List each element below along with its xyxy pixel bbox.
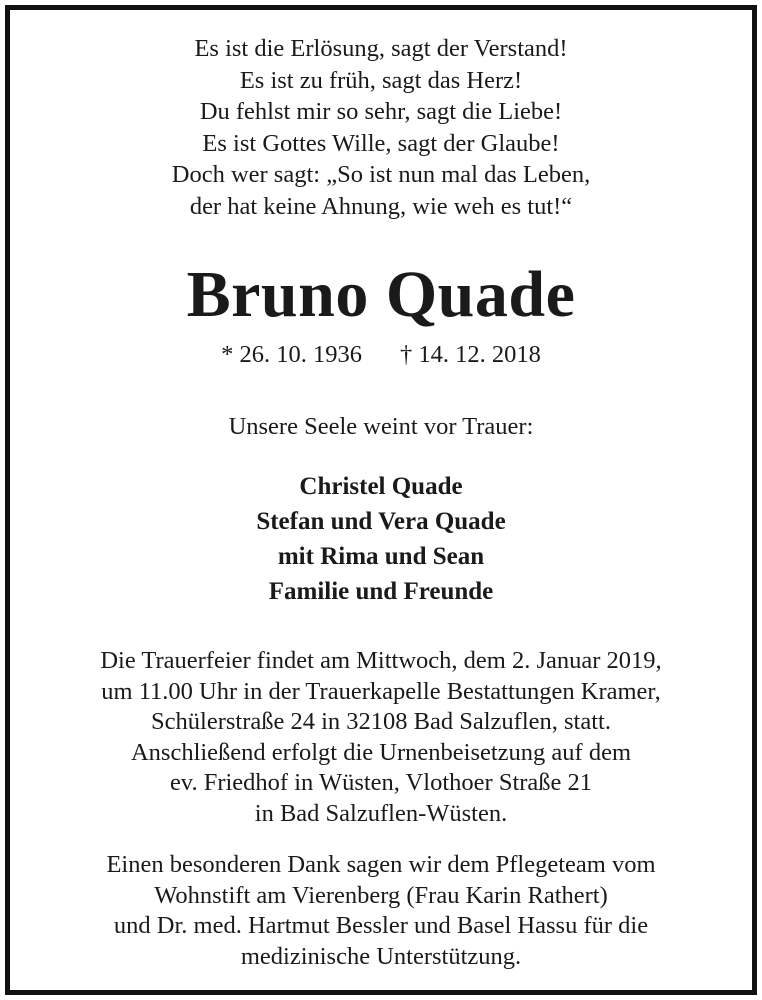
mourner-name: mit Rima und Sean <box>277 543 485 570</box>
poem <box>0 33 762 222</box>
thanks-line: Wohnstift am Vierenberg (Frau Karin Rathert) <box>154 881 608 909</box>
poem-line: Es ist Gottes Wille, sagt der Glaube! <box>202 129 560 157</box>
thanks-line: Einen besonderen Dank sagen wir dem Pflegeteam vom <box>106 851 656 878</box>
ceremony-line: Schülerstraße 24 in 32108 Bad Salzuflen, statt. <box>151 708 611 735</box>
ceremony-line: um 11.00 Uhr in der Trauerkapelle Bestattungen Kramer, <box>101 677 661 705</box>
mourners-list <box>0 469 762 609</box>
ceremony-line: Die Trauerfeier findet am Mittwoch, dem 2. Januar 2019, <box>100 647 662 674</box>
mourner-name: Familie und Freunde <box>268 578 494 605</box>
death-date: † 14. 12. 2018 <box>400 341 541 368</box>
thanks-note <box>0 850 762 972</box>
poem-line: Du fehlst mir so sehr, sagt die Liebe! <box>199 98 563 125</box>
mourning-intro: Unsere Seele weint vor Trauer: <box>228 413 534 440</box>
poem-line: der hat keine Ahnung, wie weh es tut!“ <box>189 192 573 220</box>
ceremony-info <box>0 646 762 829</box>
poem-line: Es ist zu früh, sagt das Herz! <box>239 66 523 94</box>
deceased-name: Bruno Quade <box>186 258 576 331</box>
birth-date: * 26. 10. 1936 <box>221 341 362 368</box>
ceremony-line: ev. Friedhof in Wüsten, Vlothoer Straße 21 <box>169 769 593 796</box>
thanks-line: und Dr. med. Hartmut Bessler und Basel Hassu für die <box>113 912 649 939</box>
thanks-line: medizinische Unterstützung. <box>240 942 522 970</box>
life-dates <box>0 339 762 371</box>
ceremony-line: in Bad Salzuflen-Wüsten. <box>254 799 508 827</box>
ceremony-line: Anschließend erfolgt die Urnenbeisetzung auf dem <box>130 738 632 766</box>
mourner-name: Stefan und Vera Quade <box>256 508 506 535</box>
poem-line: Es ist die Erlösung, sagt der Verstand! <box>194 35 568 62</box>
mourner-name: Christel Quade <box>299 473 463 500</box>
poem-line: Doch wer sagt: „So ist nun mal das Leben, <box>171 161 591 188</box>
